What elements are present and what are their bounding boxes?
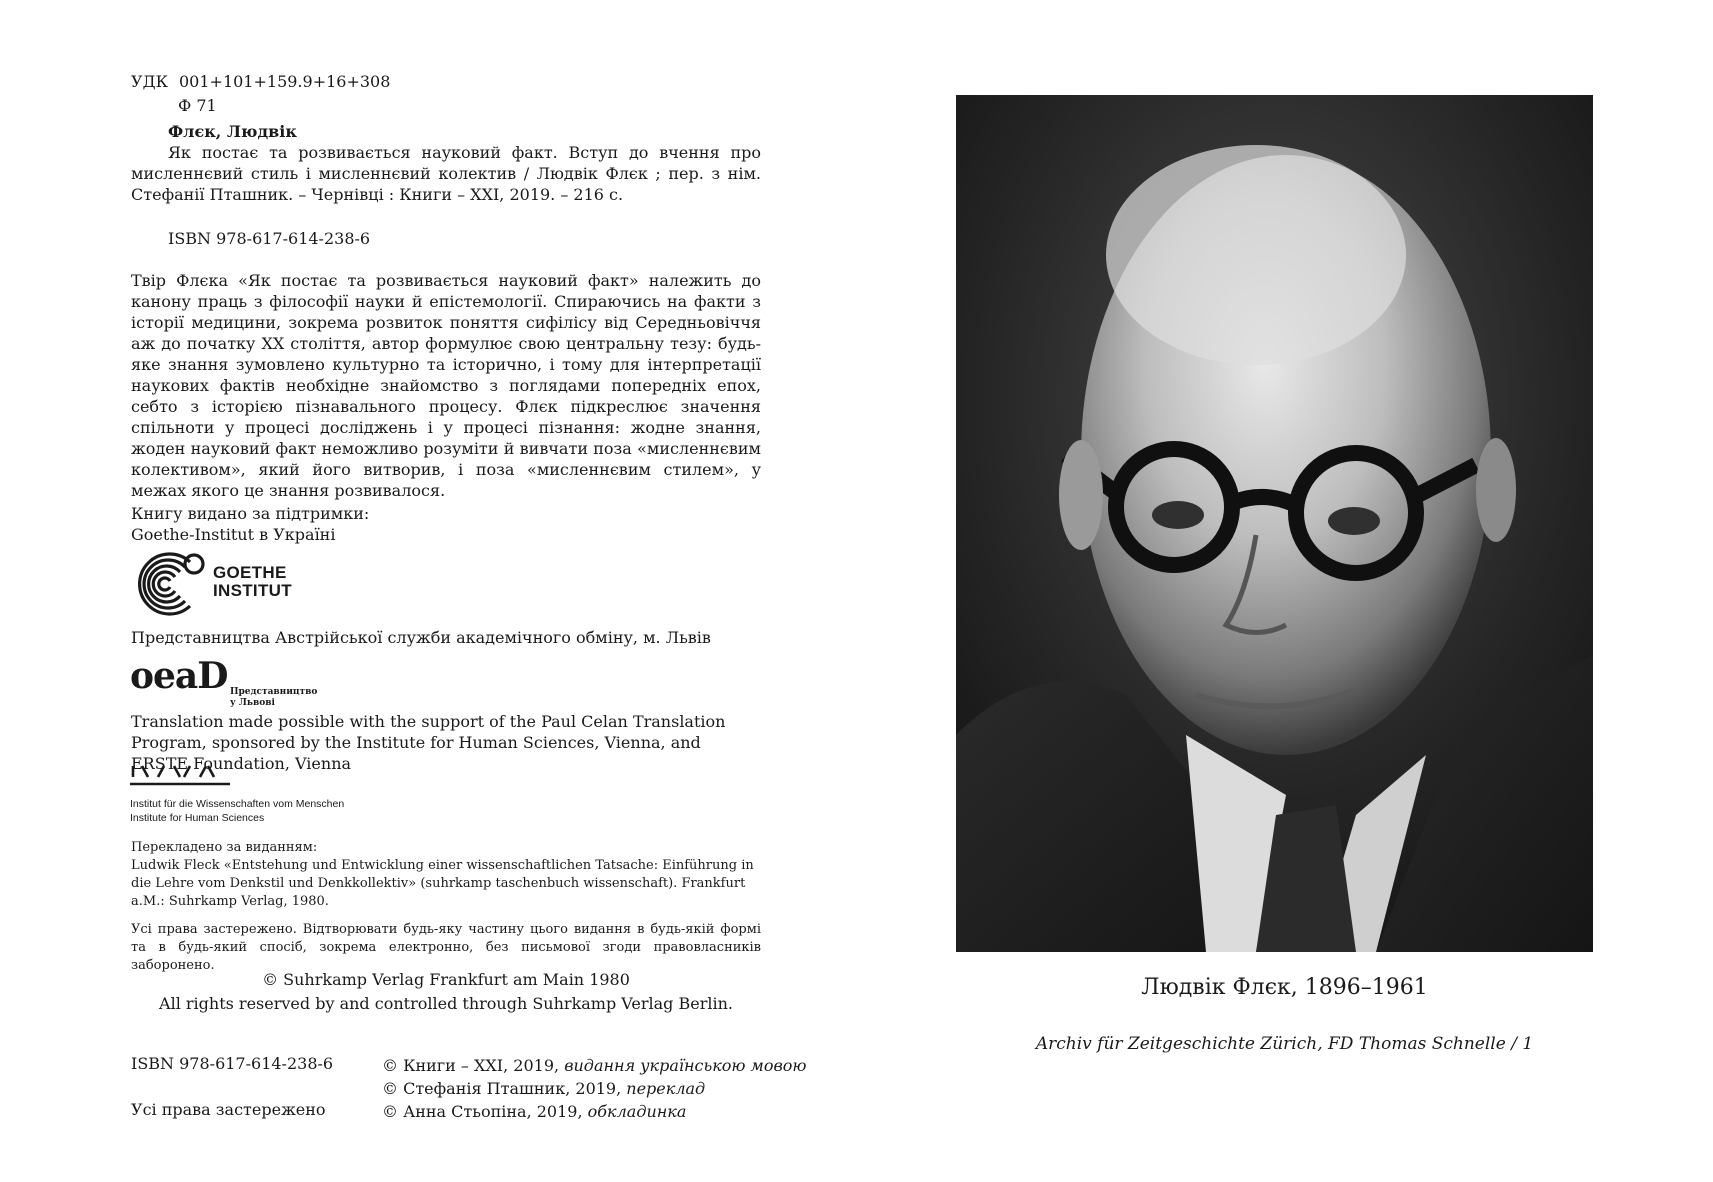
udk-line — [131, 72, 390, 91]
oead-logo: oeaD — [130, 655, 228, 697]
credit-text: © Стефанія Пташник, 2019, — [382, 1079, 627, 1098]
original-copyright — [131, 968, 761, 1016]
rights-notice: Усі права застережено. Відтворювати будь-яку частину цього видання в будь-якій формі та в будь-який спосіб, зокрема електронно, без письмової згоди правовласників заборонено. — [131, 922, 761, 973]
copyright-line-1: © Suhrkamp Verlag Frankfurt am Main 1980 — [262, 970, 630, 989]
oead-sub-line-1: Представництво — [230, 687, 318, 697]
oead-sub-line-2: у Львові — [230, 698, 275, 708]
translated-heading: Перекладено за виданням: — [131, 840, 318, 855]
support-heading-block — [131, 503, 369, 545]
oead-line: Представництва Австрійської служби академічного обміну, м. Львів — [131, 628, 711, 647]
credits — [382, 1054, 806, 1123]
credit-text: © Анна Стьопіна, 2019, — [382, 1102, 588, 1121]
left-page — [0, 0, 856, 1182]
iwm-logo-text — [130, 797, 344, 825]
translated-from — [131, 839, 761, 911]
udk-label: УДК — [131, 72, 168, 91]
isbn-top: ISBN 978-617-614-238-6 — [168, 229, 371, 248]
credit-text: © Книги – XXI, 2019, — [382, 1056, 565, 1075]
credit-line — [382, 1100, 806, 1123]
portrait-illustration — [956, 95, 1593, 952]
translated-text: Ludwik Fleck «Entstehung und Entwicklung einer wissenschaftlichen Tatsache: Einführung in die Lehre vom Denkstil und Denkkollektiv» (suhrkamp taschenbuch wissenschaft). Frankfurt a.M.: Suhrkamp Verlag, 1980. — [131, 858, 754, 909]
goethe-line: Goethe-Institut в Україні — [131, 525, 336, 544]
oead-logo-subtitle — [230, 687, 317, 709]
support-heading: Книгу видано за підтримки: — [131, 504, 370, 523]
iwm-logo-icon — [130, 764, 230, 786]
institut-logo-word: INSTITUT — [213, 581, 292, 600]
credit-line — [382, 1077, 806, 1100]
goethe-logo-text — [213, 564, 292, 600]
portrait-photo — [956, 95, 1593, 952]
credit-line — [382, 1054, 806, 1077]
credit-role: видання українською мовою — [564, 1056, 807, 1075]
iwm-line-en: Institute for Human Sciences — [130, 812, 265, 824]
copyright-line-2: All rights reserved by and controlled through Suhrkamp Verlag Berlin. — [159, 994, 733, 1013]
isbn-bottom: ISBN 978-617-614-238-6 — [131, 1054, 334, 1073]
bibliographic-description: Як постає та розвивається науковий факт. Вступ до вчення про мисленнєвий стиль і мисленнєвий колектив / Людвік Флєк ; пер. з нім. Стефанії Пташник. – Чернівці : Книги – XXI, 2019. – 216 с. — [131, 143, 761, 204]
photo-credit: Archiv für Zeitgeschichte Zürich, FD Thomas Schnelle / 1 — [1035, 1034, 1534, 1054]
portrait-caption: Людвік Флєк, 1896–1961 — [1141, 975, 1428, 1000]
credit-role: обкладинка — [587, 1102, 687, 1121]
abstract: Твір Флєка «Як постає та розвивається науковий факт» належить до канону праць з філософії науки й епістемології. Спираючись на факти з історії медицини, зокрема розвиток поняття сифілісу від Середньовіччя аж до початку XX століття, автор формулює свою центральну тезу: будь-яке знання зумовлено культурно та історично, і тому для інтерпретації наукових фактів необхідне знайомство з поглядами попередніх епох, себто з історією пізнавального процесу. Флєк підкреслює значення спільноти у процесі досліджень і у процесі пізнання: жодне знання, жоден науковий факт неможливо розуміти й вивчати поза «мисленнєвим колективом», який його витворив, і поза «мисленнєвим стилем», у межах якого це знання розвивалося. — [131, 271, 761, 500]
credit-role: переклад — [626, 1079, 706, 1098]
author-mark: Ф 71 — [178, 96, 217, 115]
iwm-line-de: Institut für die Wissenschaften vom Menschen — [130, 798, 345, 810]
rights-short: Усі права застережено — [131, 1100, 326, 1119]
celan-program-note: Translation made possible with the support of the Paul Celan Translation Program, sponsored by the Institute for Human Sciences, Vienna, and ERSTE Foundation, Vienna — [131, 712, 726, 773]
book-author: Флєк, Людвік — [168, 122, 297, 141]
udk-code: 001+101+159.9+16+308 — [179, 72, 391, 91]
goethe-logo-word: GOETHE — [213, 563, 287, 582]
